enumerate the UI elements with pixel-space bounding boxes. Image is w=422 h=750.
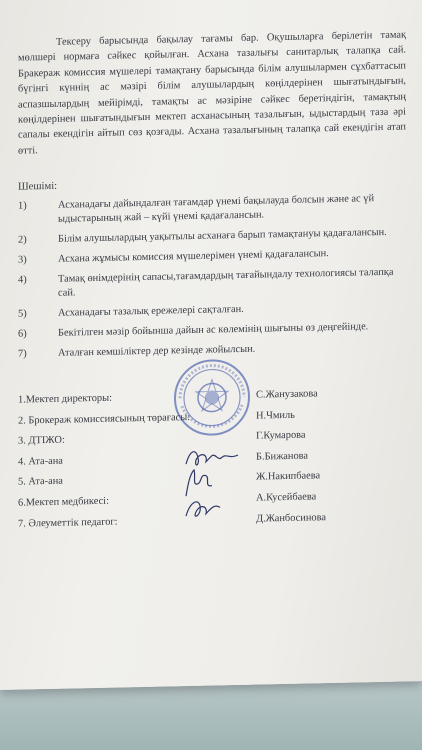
signatory-role: 6.Мектеп медбикесі:	[18, 495, 109, 509]
signatory-role: 3. ДТІЖО:	[18, 434, 65, 447]
decision-number: 5)	[18, 308, 27, 320]
signatory-name: Г.Кумарова	[256, 429, 306, 442]
signatory-name: Ж.Накипбаева	[256, 470, 321, 484]
decision-text: Асханадағы тазалық ережелері сақталған.	[58, 303, 244, 319]
signatory-role: 7. Әлеуметтік педагог:	[18, 516, 118, 530]
signatory-role: 1.Мектеп директоры:	[18, 392, 112, 406]
signatory-name: Б.Бижанова	[256, 450, 309, 463]
decision-number: 4)	[18, 274, 27, 286]
decision-item	[18, 246, 398, 268]
decision-heading: Шешімі:	[18, 180, 58, 193]
signatory-role: 5. Ата-ана	[18, 476, 63, 488]
signatory-name: Д.Жанбосинова	[256, 511, 326, 525]
decision-item	[18, 320, 398, 342]
decision-number: 6)	[18, 328, 27, 340]
decision-number: 7)	[18, 348, 27, 360]
signatory-name: С.Жанузакова	[256, 388, 318, 401]
signatory-name: Н.Чмиль	[256, 409, 295, 422]
handwritten-signature	[180, 491, 224, 526]
decision-item	[18, 266, 398, 302]
inspection-paragraph: Тексеру барысында бақылау тағамы бар. Оқушыларға берілетін тамақ мөлшері нормаға сәйкес қойылған. Асхана тазалығы санитарлық талапқа сай. Бракераж комиссия мүшелері тамақтану барысында білім алушылармен сұхбаттасып бүгінгі күннің ас мәзірі білім алушылардың көңілдерінен шығатындығын, аспазшылардың мейірімді, тамақты ас мәзіріне сәйкес беретіндігін, тамақтың көңілдерінен шығатындығын мектеп асханасының тазалығын, ыдыстардың таза әрі сапалы екендігін айтып сөз қозғады. Асхана тазалығының талапқа сай екендігін атап өтті.	[18, 29, 406, 157]
decision-text: Аталған кемшіліктер дер кезінде жойылсын.	[58, 343, 256, 359]
decision-item	[18, 226, 398, 248]
decision-number: 1)	[18, 200, 27, 212]
decision-item	[18, 192, 398, 228]
signatory-name: А.Кусейбаева	[256, 491, 317, 504]
decision-text: Білім алушылардың уақытылы асханаға барып тамақтануы қадағалансын.	[58, 226, 387, 245]
decision-text: Асхана жұмысы комиссия мүшелерімен үнемі қадағалансын.	[58, 248, 329, 265]
signatory-role: 4. Ата-ана	[18, 455, 63, 468]
background-surface	[0, 680, 422, 750]
signatory-role: 2. Брокераж комиссиясының төрағасы:	[18, 411, 191, 427]
decision-number: 3)	[18, 254, 27, 266]
decision-text: Бекітілген мәзір бойынша дайын ас көлемінің шығыны өз деңгейінде.	[58, 321, 369, 339]
decision-text: Тамақ өнімдерінің сапасы,тағамдардың тағайындалу технологиясы талапқа сай.	[58, 266, 394, 299]
decision-item	[18, 300, 398, 322]
decision-text: Асханадағы дайындалған тағамдар үнемі бақылауда болсын және ас үй ыдыстарының жай – күйі үнемі қадағалансын.	[58, 193, 375, 225]
decision-list	[18, 192, 398, 368]
decision-number: 2)	[18, 234, 27, 246]
